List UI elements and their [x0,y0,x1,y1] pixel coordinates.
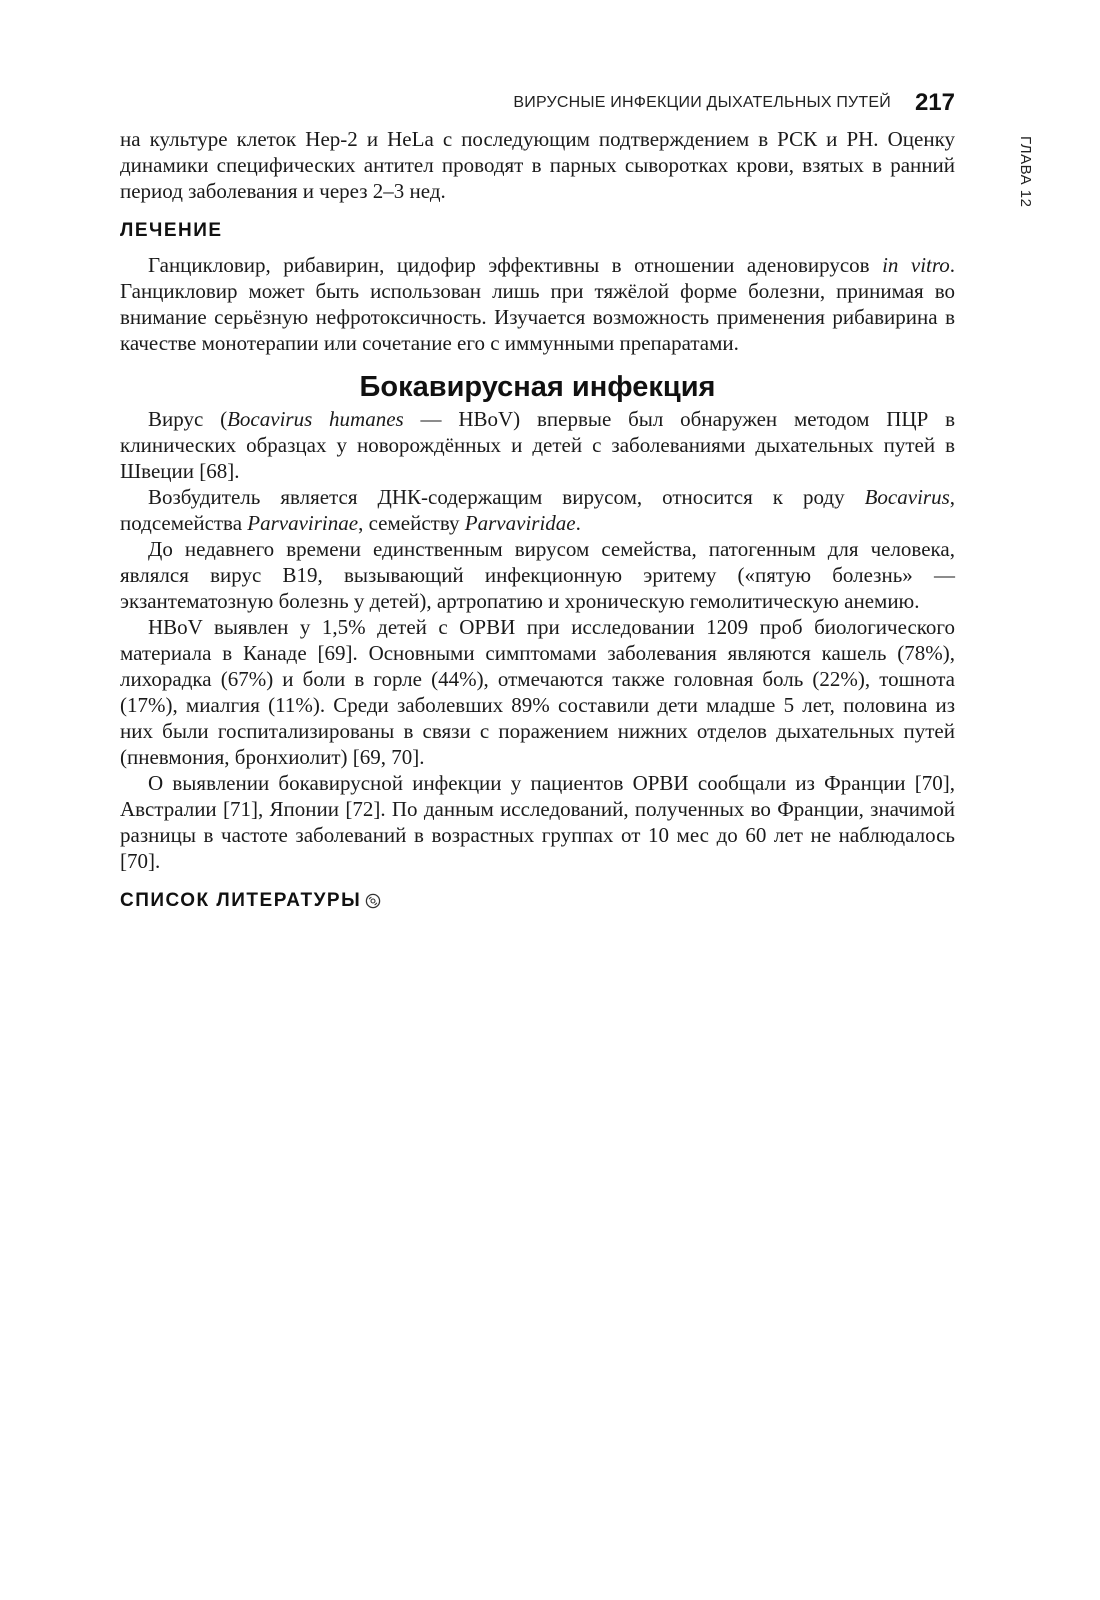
running-head [120,86,955,120]
text-run: Возбудитель является ДНК-содержащим вирусом, относится к роду [148,485,865,509]
references-heading: СПИСОК ЛИТЕРАТУРЫ [120,890,362,911]
chapter-label: ГЛАВА 12 [1017,136,1034,208]
text-run: Ганцикловир, рибавирин, цидофир эффективны в отношении аденовирусов [148,253,883,277]
section-title: Бокавирусная инфекция [359,371,716,403]
page-body [120,126,955,914]
running-title: ВИРУСНЫЕ ИНФЕКЦИИ ДЫХАТЕЛЬНЫХ ПУТЕЙ [513,94,891,111]
references-heading-row[interactable] [120,888,955,914]
text-run: — HBoV) впервые был обнаружен методом ПЦР в клинических образцах у новорождённых и детей с заболеваниями дыхательных путей в Швеции [68]. [120,407,955,483]
paragraph-virus-discovery [120,406,955,484]
italic-term: in vitro [882,253,950,277]
treatment-heading: ЛЕЧЕНИЕ [120,220,223,241]
paragraph-symptoms: HBoV выявлен у 1,5% детей с ОРВИ при исследовании 1209 проб биологического материала в Канаде [69]. Основными симптомами заболевания являются кашель (78%), лихорадка (67%) и боли в горле (44%), отмечаются также головная боль (22%), тошнота (17%), миалгия (11%). Среди заболевших 89% составили дети младше 5 лет, половина из них были госпитализированы в связи с поражением нижних отделов дыхательных путей (пневмония, бронхиолит) [69, 70]. [120,615,955,769]
text-run: , подсемейства [120,485,955,535]
chapter-side-tab [1012,136,1034,216]
italic-term: Bocavirus [864,485,950,509]
text-run: Вирус ( [148,407,228,431]
text-run: . [575,511,581,535]
text-run: . Ганцикловир может быть использован лишь при тяжёлой форме болезни, принимая во внимание серьёзную нефротоксичность. Изучается возможность применения рибавирина в качестве монотерапии или сочетание его с иммунными препаратами. [120,253,956,355]
paragraph-taxonomy [120,484,955,536]
italic-term: Bocavirus humanes [227,407,404,431]
treatment-paragraph [120,252,955,356]
page-number: 217 [914,89,955,116]
italic-term: Parvavirinae [247,511,359,535]
text-run: , семейству [358,511,465,535]
paragraph-family: До недавнего времени единственным вирусом семейства, патогенным для человека, являлся вирус B19, вызывающий инфекционную эритему («пятую болезнь» — экзантематозную болезнь у детей), артропатию и хроническую гемолитическую анемию. [120,537,955,613]
paragraph-reports: О выявлении бокавирусной инфекции у пациентов ОРВИ сообщали из Франции [70], Австралии [71], Японии [72]. По данным исследований, полученных во Франции, значимой разницы в частоте заболеваний в возрастных группах от 10 мес до 60 лет не наблюдалось [70]. [120,771,955,873]
disc-icon [365,893,381,909]
paragraph-continuation: на культуре клеток Hep-2 и HeLa с последующим подтверждением в РСК и РН. Оценку динамики специфических антител проводят в парных сыворотках крови, взятых в ранний период заболевания и через 2–3 нед. [120,127,955,203]
italic-term: Parvaviridae [464,511,576,535]
